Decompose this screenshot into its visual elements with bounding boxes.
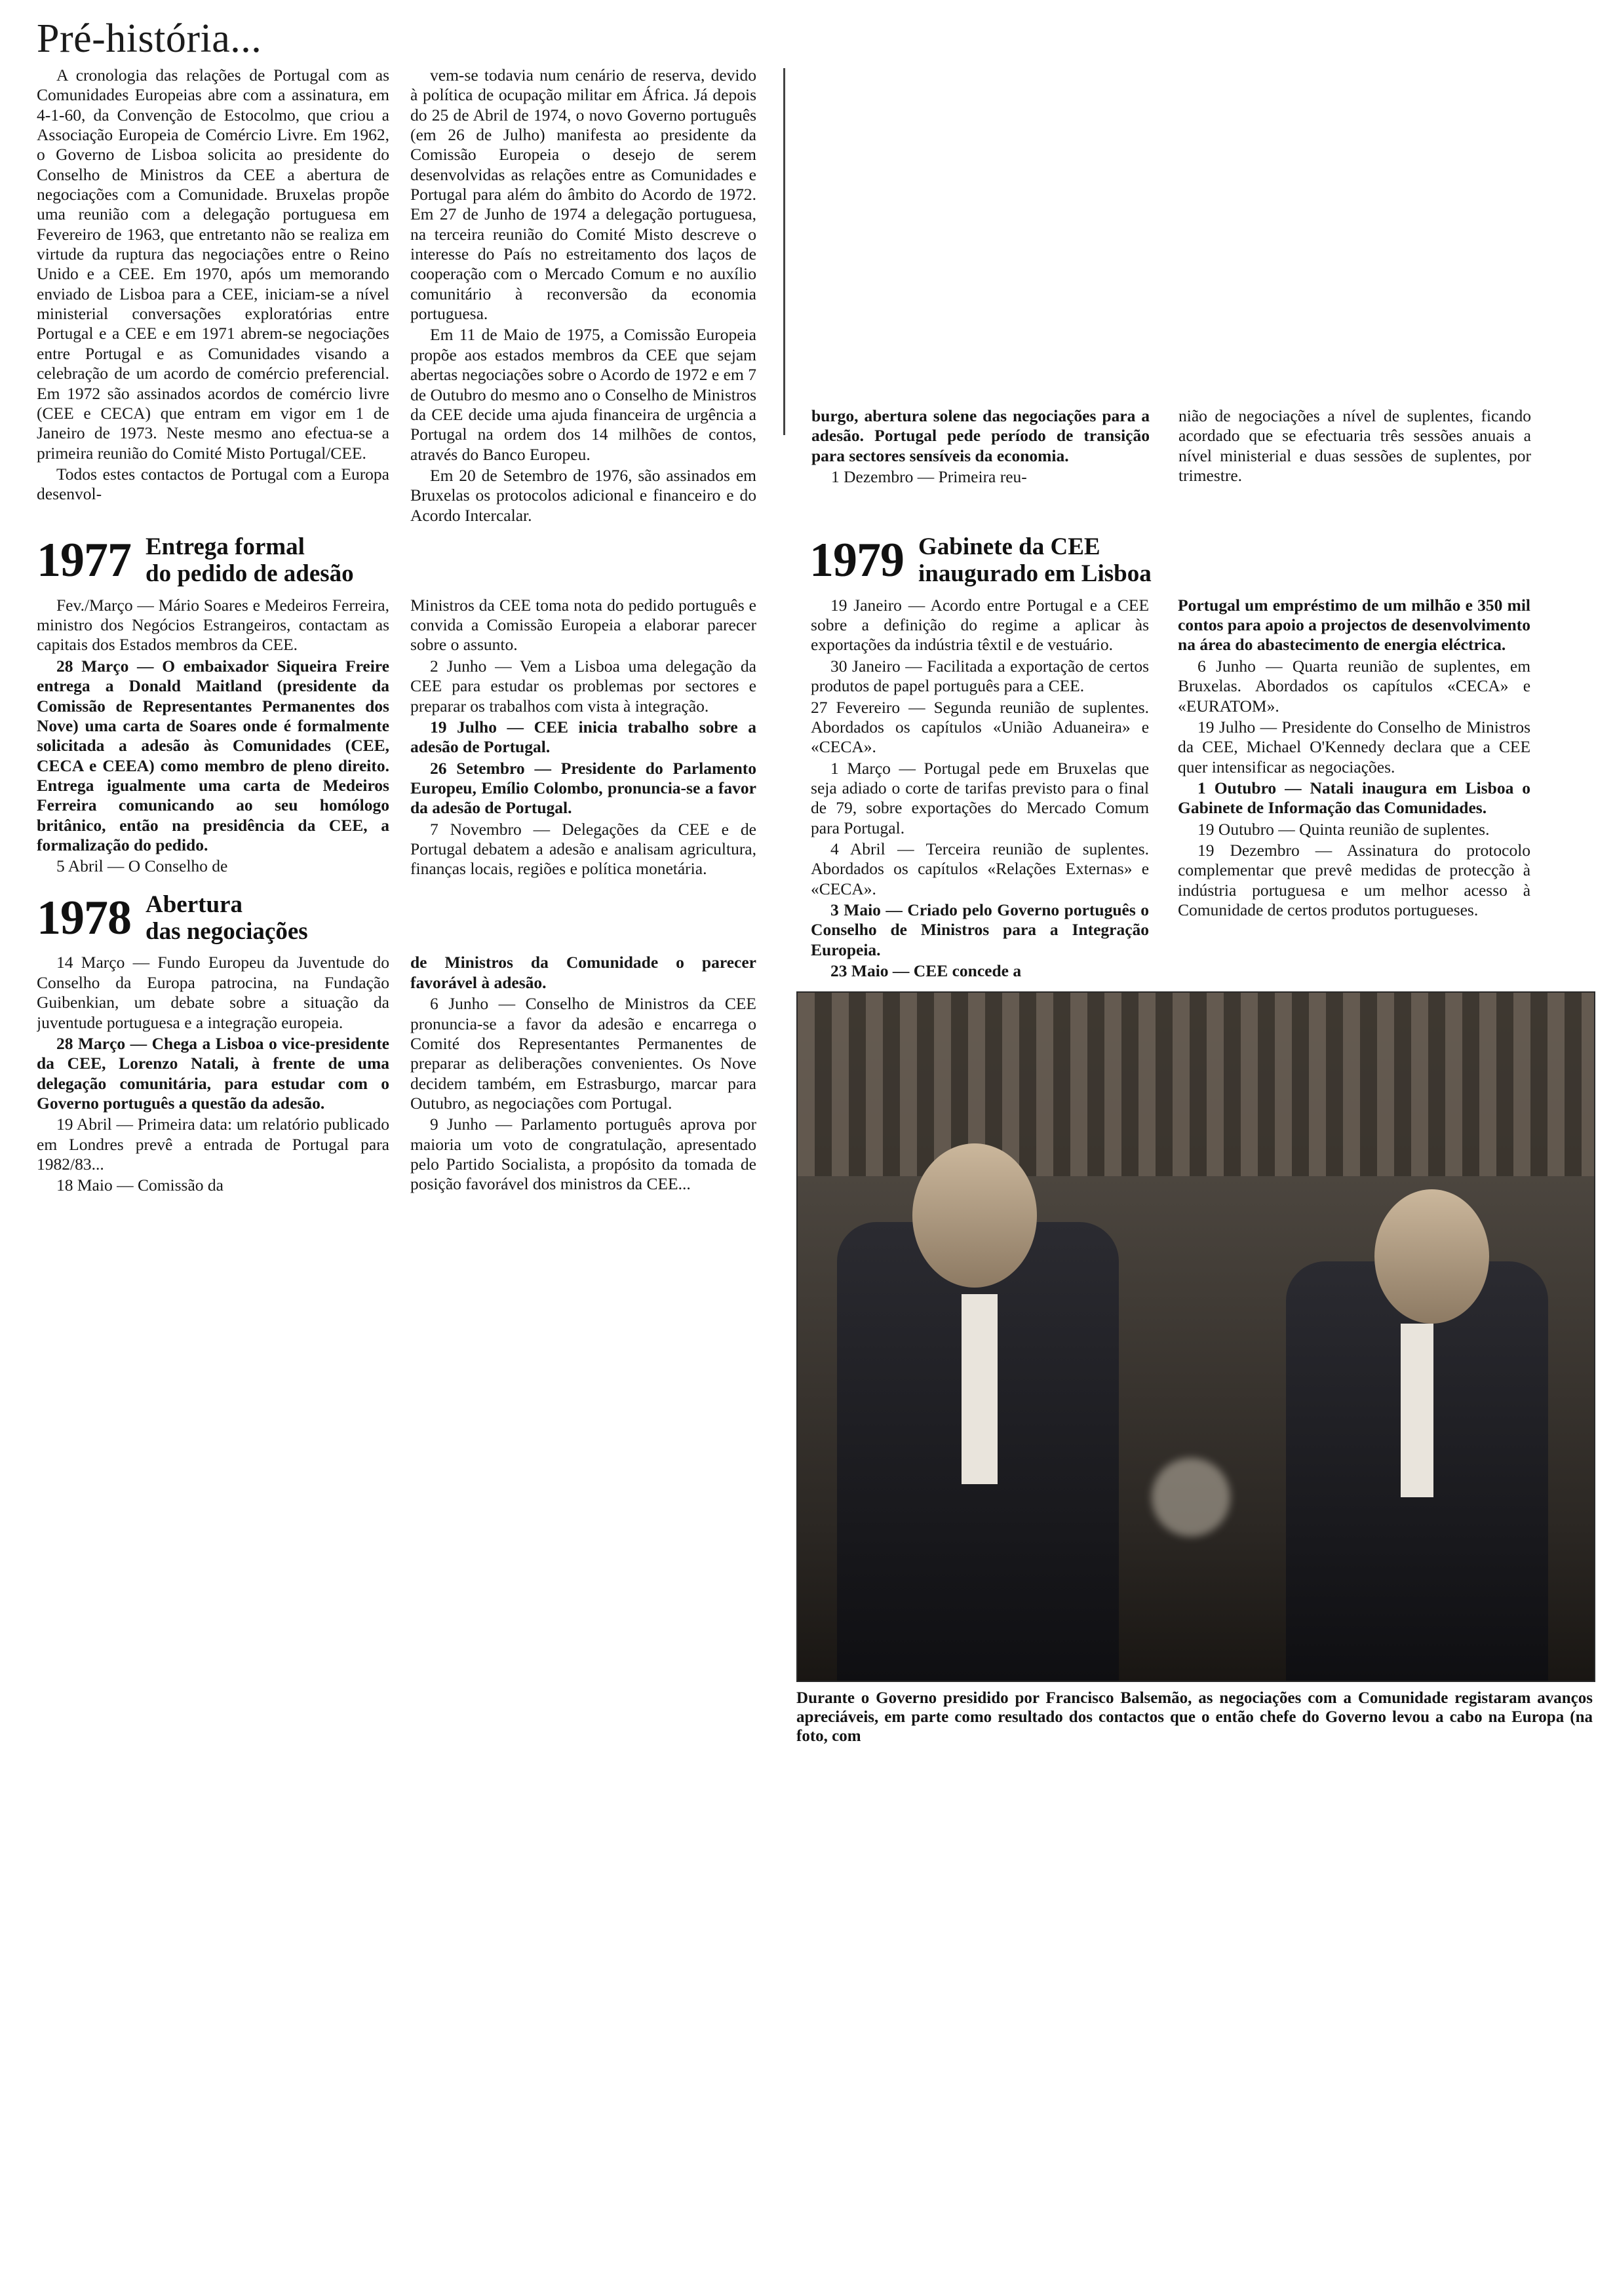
intro-column-2 — [404, 66, 771, 527]
paragraph: A cronologia das relações de Portugal com as Comunidades Europeias abre com a assinatura, em 4-1-60, da Convenção de Estocolmo, que criou a Associação Europeia de Comércio Livre. Em 1962, o Governo de Lisboa solicita ao presidente do Conselho de Ministros da CEE a abertura de negociações com a Comunidade. Bruxelas propõe uma reunião com a delegação portuguesa em Fevereiro de 1963, que entretanto não se realiza em virtude da ruptura das negociações entre o Reino Unido e a CEE. Em 1970, após um memorando enviado de Lisboa para a CEE, iniciam-se a nível ministerial conversações exploratórias entre Portugal e a CEE e em 1971 abrem-se negociações entre Portugal e as Comunidades visando a celebração de um acordo de comércio preferencial. Em 1972 são assinados acordos de comércio livre (CEE e CECA) que entram em vigor em 1 de Janeiro de 1973. Neste mesmo ano efectua-se a primeira reunião do Comité Misto Portugal/CEE. — [37, 66, 389, 463]
paragraph: 19 Janeiro — Acordo entre Portugal e a CEE sobre a definição do regime a aplicar às exportações da indústria têxtil e de vestuário. — [811, 595, 1150, 655]
section-title-line2: das negociações — [146, 918, 308, 946]
photo-shirt-right — [1401, 1324, 1433, 1497]
section-1977-column-1 — [37, 596, 404, 881]
paragraph: 6 Junho — Quarta reunião de suplentes, em Bruxelas. Abordados os capítulos «CECA» e «EURATOM». — [1178, 656, 1531, 716]
year-number: 1978 — [37, 891, 131, 946]
paragraph: nião de negociações a nível de suplentes, ficando acordado que se efectuaria três sessões anuais a nível ministerial e duas sessões de suplentes, por trimestre. — [1178, 406, 1531, 486]
section-1978-column-1 — [37, 953, 404, 1196]
paragraph: 23 Maio — CEE concede a — [830, 961, 1022, 980]
section-1979-column-1 — [796, 596, 1163, 983]
right-half — [796, 523, 1593, 1746]
photo-highlight — [1152, 1458, 1230, 1537]
paragraph: 6 Junho — Conselho de Ministros da CEE pronuncia-se a favor da adesão e encarrega o Comité dos Representantes Permanentes de preparar as deliberações convenientes. Os Nove decidem também, em Estrasburgo, marcar para Outubro, as negociações com Portugal. — [410, 994, 756, 1113]
paragraph: 28 Março — O embaixador Siqueira Freire entrega a Donald Maitland (presidente da Comissão de Representantes Permanentes dos Nove) uma carta de Soares onde é formalmente solicitada a adesão às Comunidades (CEE, CECA e CEEA) como membro de pleno direito. Entrega igualmente uma carta de Medeiros Ferreira comunicando ao seu homólogo britânico, então na presidência da CEE, a formalização do pedido. — [37, 656, 389, 854]
paragraph: 28 Março — Chega a Lisboa o vice-presidente da CEE, Lorenzo Natali, à frente de uma delegação comunitária, para estudar com o Governo português a questão da adesão. — [37, 1033, 389, 1113]
paragraph: 19 Julho — Presidente do Conselho de Ministros da CEE, Michael O'Kennedy declara que a CEE quer intensificar as negociações. — [1178, 717, 1531, 776]
photo-figure — [796, 991, 1593, 1746]
paragraph: 19 Abril — Primeira data: um relatório publicado em Londres prevê a entrada de Portugal para 1982/83... — [37, 1115, 389, 1174]
section-title-line1: Abertura — [146, 890, 243, 918]
vertical-rule — [783, 68, 785, 435]
photo-caption: Durante o Governo presidido por Francisco Balsemão, as negociações com a Comunidade registaram avanços apreciáveis, em parte como resultado dos contactos que o então chefe do Governo levou a cabo na Europa (na foto, com — [796, 1689, 1593, 1746]
section-heading-1978 — [37, 891, 796, 946]
paragraph: Ministros da CEE toma nota do pedido português e convida a Comissão Europeia a elaborar parecer sobre o assunto. — [410, 595, 756, 655]
paragraph: 3 Maio — Criado pelo Governo português o Conselho de Ministros para a Integração Europeia. — [811, 900, 1150, 959]
section-1977-column-2 — [404, 596, 771, 881]
paragraph: 19 Dezembro — Assinatura do protocolo complementar que prevê medidas de protecção à indústria portuguesa e um melhor acesso à Comunidade de certos produtos portugueses. — [1178, 840, 1531, 919]
paragraph: 14 Março — Fundo Europeu da Juventude do Conselho da Europa patrocina, na Fundação Guibenkian, um debate sobre a situação da juventude portuguesa e a integração europeia. — [37, 953, 389, 1032]
intro-column-1 — [37, 66, 404, 527]
paragraph: 27 Fevereiro — Segunda reunião de suplentes. Abordados os capítulos «União Aduaneira» e «CECA». — [811, 697, 1150, 757]
paragraph: Fev./Março — Mário Soares e Medeiros Ferreira, ministro dos Negócios Estrangeiros, contactam as capitais dos Estados membros da CEE. — [37, 595, 389, 655]
paragraph: Em 20 de Setembro de 1976, são assinados em Bruxelas os protocolos adicional e financeiro e do Acordo Intercalar. — [410, 465, 756, 525]
section-title-line2: do pedido de adesão — [146, 560, 354, 588]
section-title — [918, 533, 1152, 588]
section-heading-1977 — [37, 533, 796, 588]
page-title: Pré-história... — [37, 16, 262, 61]
paragraph: 1 Dezembro — Primeira reu- — [831, 467, 1027, 487]
paragraph: 19 Julho — CEE inicia trabalho sobre a adesão de Portugal. — [410, 717, 756, 757]
continued-block — [797, 66, 1589, 488]
paragraph: 26 Setembro — Presidente do Parlamento Europeu, Emílio Colombo, pronuncia-se a favor da adesão de Portugal. — [410, 758, 756, 818]
paragraph: 1 Outubro — Natali inaugura em Lisboa o Gabinete de Informação das Comunidades. — [1178, 778, 1531, 818]
paragraph: 4 Abril — Terceira reunião de suplentes. Abordados os capítulos «Relações Externas» e «CECA». — [811, 839, 1150, 898]
paragraph: 19 Outubro — Quinta reunião de suplentes. — [1197, 819, 1490, 839]
section-1979-column-2 — [1163, 596, 1530, 983]
continued-column-1 — [797, 406, 1164, 488]
section-title — [146, 533, 354, 588]
section-title-line1: Gabinete da CEE — [918, 533, 1100, 560]
intro-block — [37, 66, 771, 527]
section-title — [146, 891, 308, 946]
left-half — [37, 523, 796, 1197]
paragraph: Em 11 de Maio de 1975, a Comissão Europeia propõe aos estados membros da CEE que sejam abertas negociações sobre o Acordo de 1972 e em 7 de Outubro do mesmo ano o Conselho de Ministros da CEE decide uma ajuda financeira de urgência a Portugal na ordem dos 14 milhões de contos, através do Banco Europeu. — [410, 325, 756, 464]
photo-head-right — [1374, 1189, 1489, 1324]
section-title-line1: Entrega formal — [146, 533, 305, 560]
paragraph: 1 Março — Portugal pede em Bruxelas que seja adiado o corte de tarifas previsto para o final de 79, sobre exportações do Mercado Comum para Portugal. — [811, 758, 1150, 837]
top-area — [37, 66, 1593, 527]
paragraph: 2 Junho — Vem a Lisboa uma delegação da CEE para estudar os problemas por sectores e preparar os trabalhos com vista à integração. — [410, 656, 756, 716]
section-title-line2: inaugurado em Lisboa — [918, 560, 1152, 588]
photo-head-left — [912, 1143, 1037, 1288]
paragraph: Portugal um empréstimo de um milhão e 350 mil contos para apoio a projectos de desenvolvimento na área do abastecimento de energia eléctrica. — [1178, 595, 1531, 655]
paragraph: 30 Janeiro — Facilitada a exportação de certos produtos de papel português para a CEE. — [811, 656, 1150, 696]
lower-grid — [37, 523, 1593, 1746]
paragraph: 9 Junho — Parlamento português aprova por maioria um voto de congratulação, apresentado pelo Partido Socialista, a propósito da tomada de posição favorável dos ministros da CEE... — [410, 1115, 756, 1194]
photo-balsemao-negociacoes — [796, 991, 1595, 1682]
paragraph: 7 Novembro — Delegações da CEE e de Portugal debatem a adesão e analisam agricultura, finanças locais, regiões e política monetária. — [410, 819, 756, 879]
paragraph: de Ministros da Comunidade o parecer favorável à adesão. — [410, 953, 756, 992]
year-number: 1979 — [809, 533, 905, 588]
paragraph: vem-se todavia num cenário de reserva, devido à política de ocupação militar em África. Já depois do 25 de Abril de 1974, o novo Governo português (em 26 de Julho) manifesta ao presidente da Comissão Europeia o desejo de serem desenvolvidas as relações entre as Comunidades e Portugal para além do âmbito do Acordo de 1972. Em 27 de Junho de 1974 a delegação portuguesa, na terceira reunião do Comité Misto descreve o interesse do País no estreitamento dos laços de cooperação com o Mercado Comum e no auxílio comunitário à reconversão da economia portuguesa. — [410, 66, 756, 324]
section-1978-column-2 — [404, 953, 771, 1196]
section-heading-1979 — [796, 533, 1593, 588]
year-number: 1977 — [37, 533, 131, 588]
paragraph: Todos estes contactos de Portugal com a Europa desenvol- — [37, 464, 389, 504]
paragraph: burgo, abertura solene das negociações para a adesão. Portugal pede período de transição para sectores sensíveis da economia. — [811, 406, 1150, 465]
column-divider-wrap — [771, 66, 797, 435]
paragraph: 18 Maio — Comissão da — [56, 1176, 224, 1195]
photo-curtain — [798, 993, 1594, 1189]
photo-shirt-left — [962, 1294, 998, 1484]
continued-column-2 — [1164, 406, 1531, 488]
paragraph: 5 Abril — O Conselho de — [56, 856, 228, 876]
